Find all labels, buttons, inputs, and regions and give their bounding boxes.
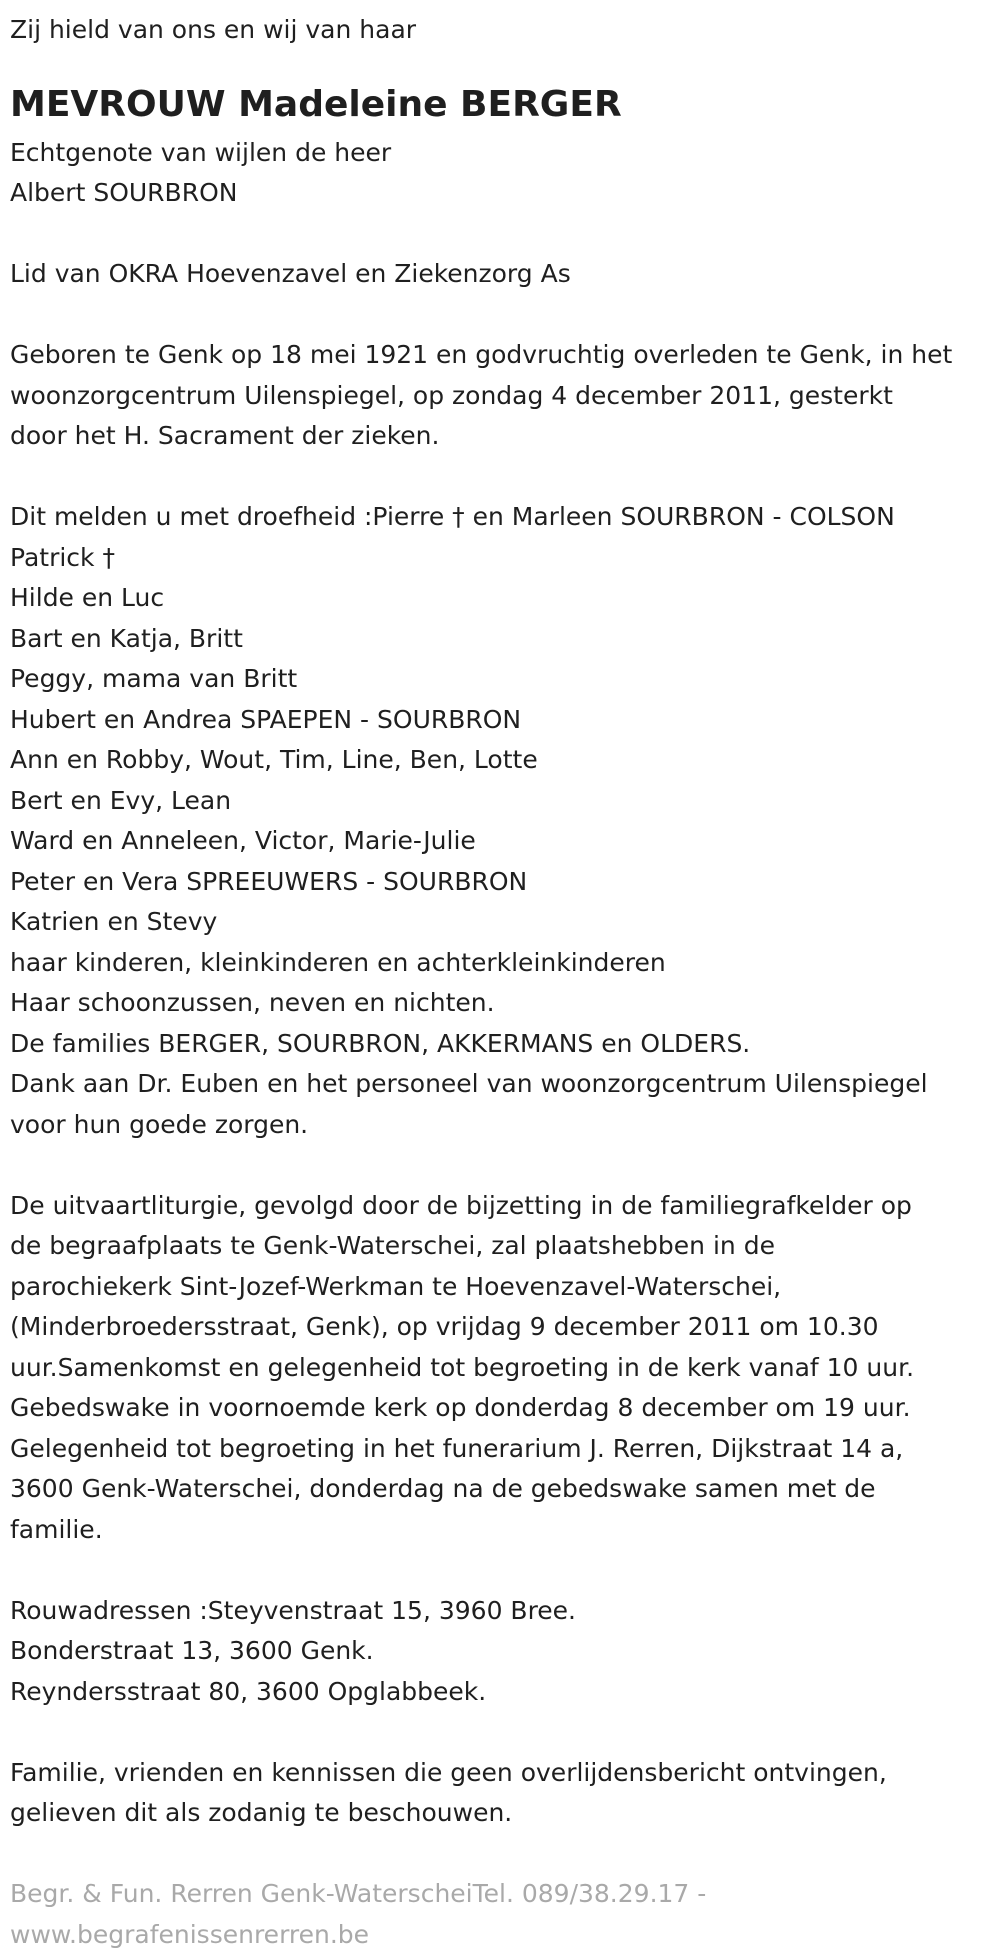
family-list [10, 497, 990, 1145]
funeral-paragraph [10, 1186, 990, 1551]
family-line: Peggy, mama van Britt [10, 659, 990, 700]
intro-text: Zij hield van ons en wij van haar [10, 10, 990, 51]
family-line: Dank aan Dr. Euben en het personeel van woonzorgcentrum Uilenspiegel [10, 1064, 990, 1105]
paragraph-line: Gebedswake in voornoemde kerk op donderdag 8 december om 19 uur. [10, 1388, 990, 1429]
paragraph-line: de begraafplaats te Genk-Waterschei, zal plaatshebben in de [10, 1226, 990, 1267]
family-line: Dit melden u met droefheid :Pierre † en Marleen SOURBRON - COLSON [10, 497, 990, 538]
paragraph-line: (Minderbroedersstraat, Genk), op vrijdag 9 december 2011 om 10.30 [10, 1307, 990, 1348]
birth-death-paragraph [10, 335, 990, 457]
notice-paragraph [10, 1753, 990, 1834]
family-line: Katrien en Stevy [10, 902, 990, 943]
membership-text: Lid van OKRA Hoevenzavel en Ziekenzorg As [10, 254, 990, 295]
family-line: haar kinderen, kleinkinderen en achterkleinkinderen [10, 943, 990, 984]
spacer [10, 457, 990, 498]
family-line: Bert en Evy, Lean [10, 781, 990, 822]
footer-website-link[interactable]: www.begrafenissenrerren.be [10, 1915, 990, 1955]
spacer [10, 295, 990, 336]
paragraph-line: De uitvaartliturgie, gevolgd door de bijzetting in de familiegrafkelder op [10, 1186, 990, 1227]
mourning-addresses [10, 1591, 990, 1713]
address-line: Rouwadressen :Steyvenstraat 15, 3960 Bree. [10, 1591, 990, 1632]
paragraph-line: Geboren te Genk op 18 mei 1921 en godvruchtig overleden te Genk, in het [10, 335, 990, 376]
deceased-name-title: MEVROUW Madeleine BERGER [10, 81, 990, 129]
address-line: Bonderstraat 13, 3600 Genk. [10, 1631, 990, 1672]
footer-line: Begr. & Fun. Rerren Genk-WaterscheiTel. 089/38.29.17 - [10, 1874, 990, 1915]
family-line: voor hun goede zorgen. [10, 1105, 990, 1146]
paragraph-line: 3600 Genk-Waterschei, donderdag na de gebedswake samen met de [10, 1469, 990, 1510]
spacer [10, 1550, 990, 1591]
spouse-line: Echtgenote van wijlen de heer [10, 133, 990, 174]
family-line: De families BERGER, SOURBRON, AKKERMANS en OLDERS. [10, 1024, 990, 1065]
paragraph-line: Gelegenheid tot begroeting in het funerarium J. Rerren, Dijkstraat 14 a, [10, 1429, 990, 1470]
family-line: Ward en Anneleen, Victor, Marie-Julie [10, 821, 990, 862]
paragraph-line: parochiekerk Sint-Jozef-Werkman te Hoevenzavel-Waterschei, [10, 1267, 990, 1308]
spacer [10, 214, 990, 255]
spacer [10, 1834, 990, 1875]
spacer [10, 1712, 990, 1753]
paragraph-line: woonzorgcentrum Uilenspiegel, op zondag 4 december 2011, gesterkt [10, 376, 990, 417]
paragraph-line: uur.Samenkomst en gelegenheid tot begroeting in de kerk vanaf 10 uur. [10, 1348, 990, 1389]
family-line: Hilde en Luc [10, 578, 990, 619]
funeral-home-footer [10, 1874, 990, 1955]
spouse-name: Albert SOURBRON [10, 173, 990, 214]
paragraph-line: Familie, vrienden en kennissen die geen overlijdensbericht ontvingen, [10, 1753, 990, 1794]
family-line: Bart en Katja, Britt [10, 619, 990, 660]
paragraph-line: gelieven dit als zodanig te beschouwen. [10, 1793, 990, 1834]
family-line: Hubert en Andrea SPAEPEN - SOURBRON [10, 700, 990, 741]
address-line: Reyndersstraat 80, 3600 Opglabbeek. [10, 1672, 990, 1713]
spacer [10, 1145, 990, 1186]
family-line: Peter en Vera SPREEUWERS - SOURBRON [10, 862, 990, 903]
family-line: Ann en Robby, Wout, Tim, Line, Ben, Lotte [10, 740, 990, 781]
paragraph-line: familie. [10, 1510, 990, 1551]
family-line: Patrick † [10, 538, 990, 579]
family-line: Haar schoonzussen, neven en nichten. [10, 983, 990, 1024]
paragraph-line: door het H. Sacrament der zieken. [10, 416, 990, 457]
